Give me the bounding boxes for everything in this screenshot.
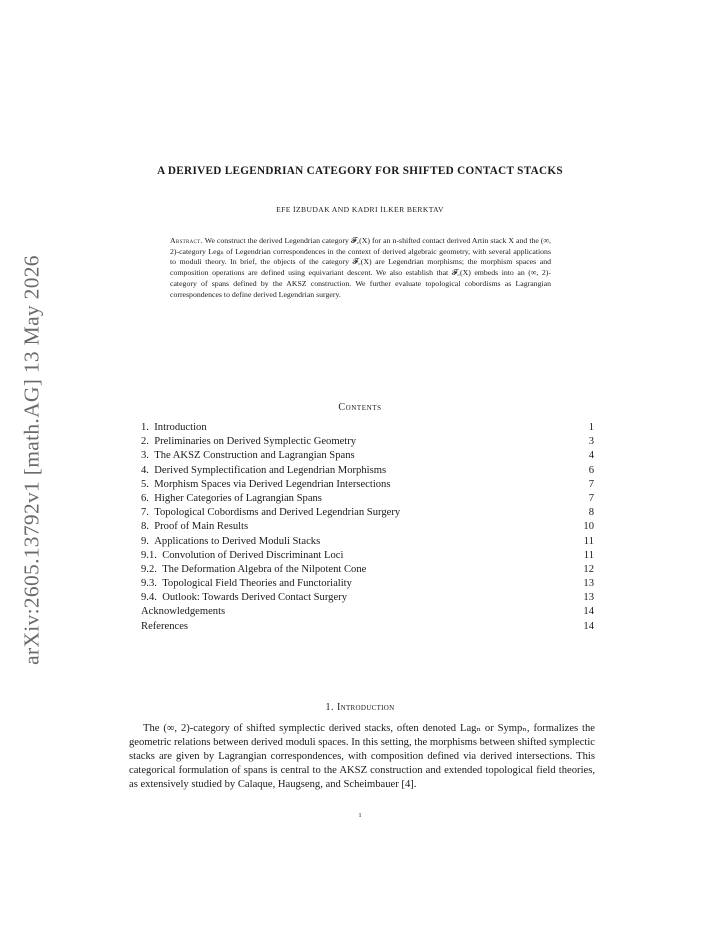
toc-entry-page: 13 <box>583 578 594 590</box>
toc-entry-title <box>141 535 320 549</box>
toc-entry-page: 1 <box>588 422 594 433</box>
paper-authors: EFE İZBUDAK AND KADRI İLKER BERKTAV <box>276 205 444 214</box>
toc-entry-title <box>141 605 225 619</box>
toc-entry-page: 11 <box>583 535 594 547</box>
toc-entry-title <box>141 506 400 520</box>
toc-entry-label: Higher Categories of Lagrangian Spans <box>154 492 322 504</box>
abstract-text: We construct the derived Legendrian category 𝓕꜀(X) for an n-shifted contact derived Artin stack X and the (∞, 2)-category Legₙ of Legendrian correspondences in the context of derived algebraic geometry, with several applications to moduli theory. In brief, the objects of the category 𝓕꜀(X) are Legendrian morphisms; the morphism spaces and composition operations are defined using equivariant descent. We also establish that 𝓕꜀(X) embeds into an (∞, 2)-category of spans defined by the AKSZ construction. We further evaluate topological cobordisms as Lagrangian correspondences to define derived Legendrian surgery. <box>170 236 551 299</box>
toc-entry-title <box>141 435 356 449</box>
toc-entry-number: 9.2. <box>141 563 157 575</box>
abstract-label: Abstract. <box>170 236 203 245</box>
toc-entry-title <box>141 421 207 435</box>
toc-entry[interactable] <box>141 421 594 435</box>
toc-entry-label: Proof of Main Results <box>154 521 249 533</box>
toc-entry[interactable] <box>141 492 594 506</box>
toc-entry-number: 9.4. <box>141 592 157 604</box>
toc-entry-label: Convolution of Derived Discriminant Loci <box>162 549 344 561</box>
section-title: Introduction <box>337 702 395 713</box>
toc-entry-number: 8. <box>141 521 149 533</box>
toc-entry[interactable] <box>141 506 594 520</box>
toc-entry-page: 14 <box>583 620 594 632</box>
toc-entry[interactable] <box>141 535 594 549</box>
toc-entry-page: 10 <box>583 521 594 533</box>
toc-entry-title <box>141 620 188 634</box>
section-number: 1. <box>325 702 334 713</box>
toc-entry-title <box>141 464 386 478</box>
toc-entry-page: 7 <box>588 478 594 490</box>
toc-entry-page: 7 <box>588 492 594 504</box>
toc-entry-number: 3. <box>141 450 149 462</box>
toc-entry-label: The Deformation Algebra of the Nilpotent Cone <box>162 563 367 575</box>
arxiv-sidebar-stamp <box>12 225 52 695</box>
paper-title: A DERIVED LEGENDRIAN CATEGORY FOR SHIFTED CONTACT STACKS <box>157 165 563 177</box>
toc-entry-title <box>141 492 322 506</box>
toc-entry-page: 6 <box>588 464 594 476</box>
contents-heading: Contents <box>338 402 382 413</box>
toc-entry[interactable] <box>141 577 594 591</box>
toc-entry-number: 9.1. <box>141 549 157 561</box>
toc-entry[interactable] <box>141 478 594 492</box>
toc-entry-label: Acknowledgements <box>141 606 226 618</box>
toc-entry-title <box>141 549 343 563</box>
toc-entry-page: 11 <box>583 549 594 561</box>
toc-entry-title <box>141 478 390 492</box>
toc-entry-title <box>141 449 355 463</box>
toc-entry-number: 6. <box>141 492 149 504</box>
page-number: 1 <box>358 812 362 819</box>
toc-entry-page: 14 <box>583 606 594 618</box>
toc-entry-number: 1. <box>141 422 149 433</box>
toc-entry-number: 2. <box>141 436 149 448</box>
toc-entry-label: Introduction <box>154 422 207 433</box>
toc-entry-label: The AKSZ Construction and Lagrangian Spans <box>154 450 355 462</box>
toc-entry-number: 7. <box>141 507 149 519</box>
toc-entry-label: Morphism Spaces via Derived Legendrian Intersections <box>154 478 391 490</box>
toc-entry-title <box>141 563 366 577</box>
toc-entry-label: Topological Field Theories and Functoriality <box>162 578 352 590</box>
toc-entry[interactable] <box>141 464 594 478</box>
toc-entry-number: 9.3. <box>141 578 157 590</box>
toc-entry-label: Topological Cobordisms and Derived Legendrian Surgery <box>154 507 401 519</box>
toc-entry-title <box>141 520 248 534</box>
toc-entry[interactable] <box>141 435 594 449</box>
toc-entry-page: 8 <box>588 507 594 519</box>
toc-entry[interactable] <box>141 620 594 634</box>
toc-entry-page: 3 <box>588 436 594 448</box>
toc-entry-page: 4 <box>588 450 594 462</box>
intro-paragraph: The (∞, 2)-category of shifted symplectic derived stacks, often denoted Lagₙ or Sympₙ, formalizes the geometric relations between derived moduli spaces. In this setting, the morphisms between shifted symplectic stacks are given by Lagrangian correspondences, with composition defined via derived intersections. This categorical formulation of spans is central to the AKSZ construction and extended topological field theories, as extensively studied by Calaque, Haugseng, and Scheimbauer [4]. <box>129 723 595 790</box>
table-of-contents <box>141 421 594 634</box>
toc-entry[interactable] <box>141 449 594 463</box>
toc-entry-number: 4. <box>141 464 149 476</box>
introduction-body <box>129 722 595 792</box>
toc-entry-number: 5. <box>141 478 149 490</box>
arxiv-identifier: arXiv:2605.13792v1 [math.AG] 13 May 2026 <box>19 255 44 665</box>
toc-entry-label: Applications to Derived Moduli Stacks <box>154 535 321 547</box>
toc-entry[interactable] <box>141 563 594 577</box>
toc-entry[interactable] <box>141 520 594 534</box>
toc-entry-label: Derived Symplectification and Legendrian Morphisms <box>154 464 387 476</box>
toc-entry[interactable] <box>141 605 594 619</box>
section-heading <box>0 702 720 713</box>
toc-entry-page: 13 <box>583 592 594 604</box>
toc-entry-title <box>141 591 347 605</box>
toc-entry[interactable] <box>141 549 594 563</box>
toc-entry-label: References <box>141 620 189 632</box>
toc-entry-number: 9. <box>141 535 149 547</box>
toc-entry-label: Preliminaries on Derived Symplectic Geometry <box>154 436 357 448</box>
toc-entry-title <box>141 577 352 591</box>
abstract <box>170 236 551 300</box>
toc-entry-label: Outlook: Towards Derived Contact Surgery <box>162 592 348 604</box>
toc-entry[interactable] <box>141 591 594 605</box>
toc-entry-page: 12 <box>583 563 594 575</box>
